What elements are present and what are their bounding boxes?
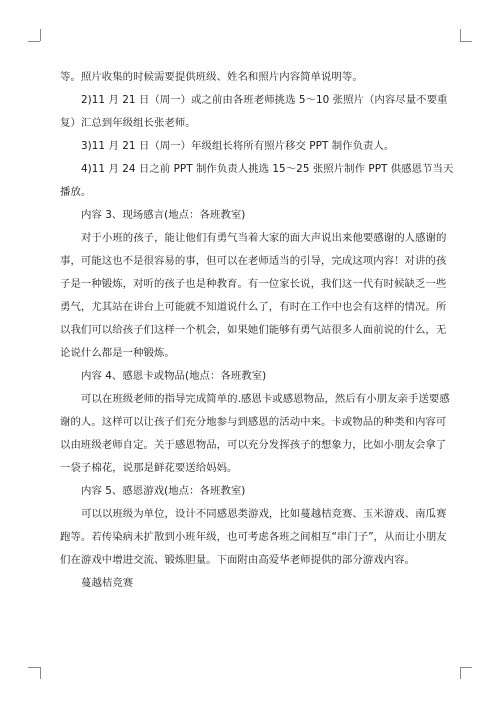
document-body: [60, 66, 452, 595]
text-line: 蔓越桔竞赛: [81, 577, 134, 589]
text-line: 可以以班级为单位，设计不同感恩类游戏，比如蔓越桔竞赛、玉米游戏、南瓜赛: [81, 508, 447, 520]
text-line: 以我们可以给孩子们这样一个机会，如果她们能够有勇气站很多人面前说的什么，无: [60, 324, 447, 336]
crop-mark-bottom-left-h: [28, 667, 40, 668]
text-line: 论说什么都是一种锻炼。: [60, 347, 175, 359]
crop-mark-top-right-v: [460, 29, 461, 41]
text-line: 4)11 月 24 日之前 PPT 制作负责人挑选 15～25 张照片制作 PPT 供感恩节当天: [81, 163, 454, 175]
text-line: 事，可能这也不是很容易的事，但可以在老师适当的引导，完成这项内容！对讲的孩: [60, 255, 447, 267]
crop-mark-top-right-h: [460, 41, 472, 42]
paragraph-p2: [60, 135, 452, 158]
paragraph-p9: [60, 503, 452, 572]
paragraph-p1: [60, 89, 452, 135]
text-line: 复）汇总到年级组长张老师。: [60, 117, 196, 129]
crop-mark-top-left-h: [28, 41, 40, 42]
text-line: 们在游戏中增进交流、锻炼胆量。下面附由高爱华老师提供的部分游戏内容。: [60, 554, 415, 566]
crop-mark-top-left-v: [40, 29, 41, 41]
text-line: 勇气，尤其站在讲台上可能就不知道说什么了，有时在工作中也会有这样的情况。所: [60, 301, 447, 313]
crop-mark-bottom-left-v: [40, 667, 41, 679]
crop-mark-bottom-right-v: [460, 667, 461, 679]
text-line: 对于小班的孩子，能让他们有勇气当着大家的面大声说出来他要感谢的人感谢的: [81, 232, 447, 244]
text-line: 等。照片收集的时候需要提供班级、姓名和照片内容简单说明等。: [60, 71, 363, 83]
paragraph-p6: [60, 365, 452, 388]
text-line: 2)11 月 21 日（周一）或之前由各班老师挑选 5～10 张照片（内容尽量不要重: [81, 94, 448, 106]
paragraph-p4: [60, 204, 452, 227]
text-line: 内容 4、感恩卡或物品(地点：各班教室): [81, 370, 267, 382]
text-line: 跑等。若传染病未扩散到小班年级，也可考虑各班之间相互“串门子”，从而让小朋友: [60, 531, 447, 543]
text-line: 内容 5、感恩游戏(地点：各班教室): [81, 485, 246, 497]
text-line: 播放。: [60, 186, 92, 198]
paragraph-p3: [60, 158, 452, 204]
crop-mark-bottom-right-h: [460, 667, 472, 668]
text-line: 以由班级老师自定。关于感恩物品，可以充分发挥孩子的想象力，比如小朋友会拿了: [60, 439, 447, 451]
paragraph-p0: [60, 66, 452, 89]
paragraph-p10: [60, 572, 452, 595]
paragraph-p8: [60, 480, 452, 503]
text-line: 内容 3、现场感言(地点：各班教室): [81, 209, 246, 221]
text-line: 谢的人。这样可以让孩子们充分地参与到感恩的活动中来。卡或物品的种类和内容可: [60, 416, 447, 428]
paragraph-p5: [60, 227, 452, 365]
paragraph-p7: [60, 388, 452, 480]
text-line: 3)11 月 21 日（周一）年级组长将所有照片移交 PPT 制作负责人。: [81, 140, 395, 152]
text-line: 子是一种锻炼，对听的孩子也是种教育。有一位家长说，我们这一代有时候缺乏一些: [60, 278, 447, 290]
text-line: 可以在班级老师的指导完成简单的.感恩卡或感恩物品，然后有小朋友亲手送要感: [81, 393, 450, 405]
text-line: 一袋子棉花，说那是鲜花要送给妈妈。: [60, 462, 238, 474]
